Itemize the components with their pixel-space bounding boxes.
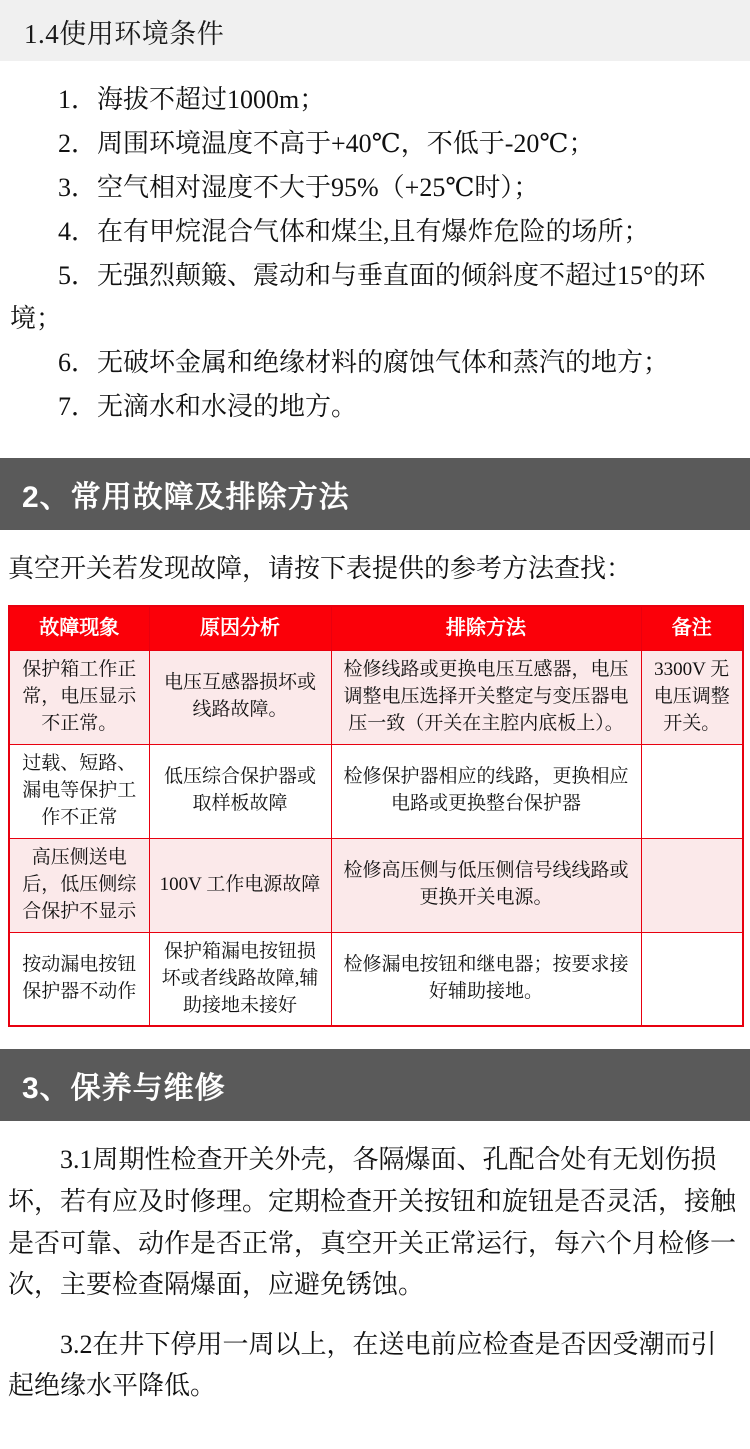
table-cell: 保护箱漏电按钮损坏或者线路故障,辅助接地未接好 xyxy=(149,932,331,1026)
table-row xyxy=(9,838,743,932)
table-cell xyxy=(641,838,743,932)
table-header-row xyxy=(9,606,743,650)
list-item: 5．无强烈颠簸、震动和与垂直面的倾斜度不超过15°的环境； xyxy=(10,261,706,333)
table-cell xyxy=(641,744,743,838)
table-cell: 按动漏电按钮保护器不动作 xyxy=(9,932,149,1026)
table-cell: 检修高压侧与低压侧信号线线路或更换开关电源。 xyxy=(331,838,641,932)
spacer xyxy=(0,1027,750,1049)
fault-table xyxy=(8,605,744,1027)
table-row xyxy=(9,932,743,1026)
maintenance-paragraph: 3.2在井下停用一周以上，在送电前应检查是否因受潮而引起绝缘水平降低。 xyxy=(8,1329,717,1401)
table-cell xyxy=(641,932,743,1026)
spacer xyxy=(0,1423,750,1449)
table-row xyxy=(9,744,743,838)
list-item: 4．在有甲烷混合气体和煤尘,且有爆炸危险的场所； xyxy=(58,217,650,247)
section-heading-faults: 2、常用故障及排除方法 xyxy=(0,458,750,530)
table-header-cell: 备注 xyxy=(641,606,743,650)
table-row xyxy=(9,650,743,744)
fault-table-wrapper xyxy=(0,605,750,1027)
table-cell: 检修保护器相应的线路，更换相应电路或更换整台保护器 xyxy=(331,744,641,838)
maintenance-paragraph: 3.1周期性检查开关外壳，各隔爆面、孔配合处有无划伤损坏，若有应及时修理。定期检查开关按钮和旋钮是否灵活，接触是否可靠、动作是否正常，真空开关正常运行，每六个月检修一次，主要检查隔爆面，应避免锈蚀。 xyxy=(8,1145,737,1300)
table-cell: 低压综合保护器或取样板故障 xyxy=(149,744,331,838)
environment-conditions-list xyxy=(0,61,750,436)
table-cell: 100V 工作电源故障 xyxy=(149,838,331,932)
table-header-cell: 排除方法 xyxy=(331,606,641,650)
spacer xyxy=(0,436,750,458)
list-item: 6．无破坏金属和绝缘材料的腐蚀气体和蒸汽的地方； xyxy=(58,347,670,377)
table-cell: 高压侧送电后，低压侧综合保护不显示 xyxy=(9,838,149,932)
table-cell: 保护箱工作正常，电压显示不正常。 xyxy=(9,650,149,744)
section-heading-environment: 1.4使用环境条件 xyxy=(0,0,750,61)
list-item: 3．空气相对湿度不大于95%（+25℃时）； xyxy=(58,173,540,203)
table-cell: 检修漏电按钮和继电器；按要求接好辅助接地。 xyxy=(331,932,641,1026)
list-item: 1．海拔不超过1000m； xyxy=(58,85,326,114)
table-header-cell: 故障现象 xyxy=(9,606,149,650)
table-header-cell: 原因分析 xyxy=(149,606,331,650)
fault-intro-text: 真空开关若发现故障，请按下表提供的参考方法查找： xyxy=(8,553,633,583)
section-heading-maintenance: 3、保养与维修 xyxy=(0,1049,750,1121)
table-cell: 检修线路或更换电压互感器，电压调整电压选择开关整定与变压器电压一致（开关在主腔内底板上）。 xyxy=(331,650,641,744)
list-item: 2．周围环境温度不高于+40℃，不低于-20℃； xyxy=(58,129,595,159)
list-item: 7．无滴水和水浸的地方。 xyxy=(58,391,358,421)
table-cell: 过载、短路、漏电等保护工作不正常 xyxy=(9,744,149,838)
table-cell: 电压互感器损坏或线路故障。 xyxy=(149,650,331,744)
table-cell: 3300V 无电压调整开关。 xyxy=(641,650,743,744)
